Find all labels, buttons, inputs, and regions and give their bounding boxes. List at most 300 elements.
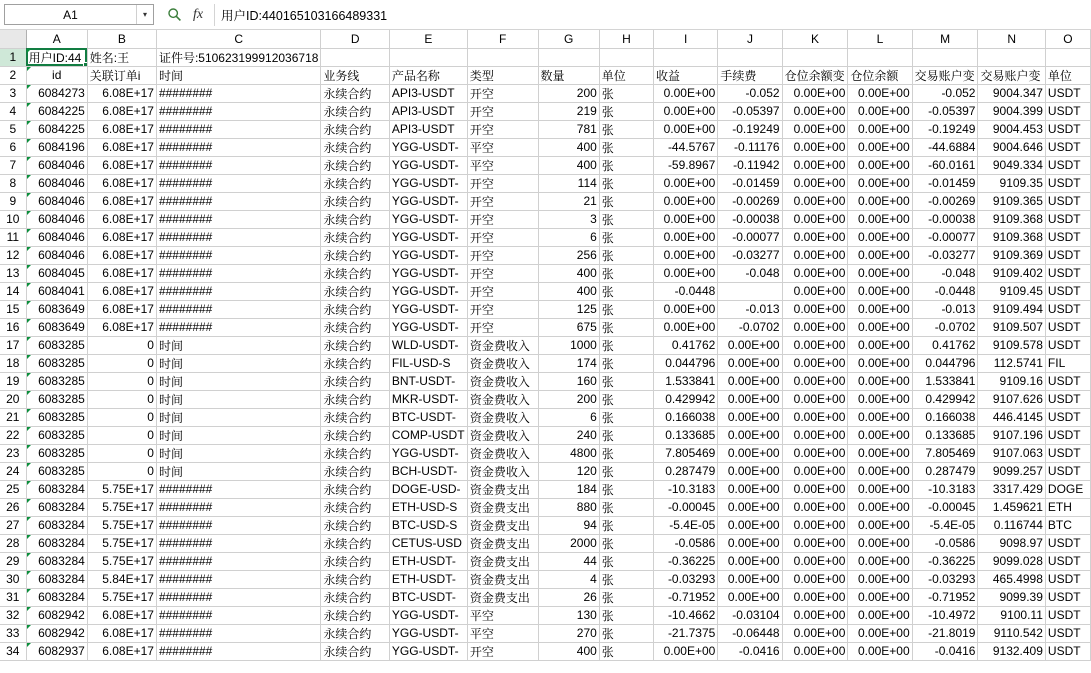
cell-G32[interactable]: 130 <box>538 606 599 624</box>
cell-E11[interactable]: YGG-USDT- <box>389 228 467 246</box>
cell-C32[interactable]: ######## <box>156 606 320 624</box>
cell-J26[interactable]: 0.00E+00 <box>718 498 782 516</box>
cell-C18[interactable]: 时间 <box>156 354 320 372</box>
row-header-9[interactable]: 9 <box>0 192 26 210</box>
cell-A27[interactable]: 6083284 <box>26 516 87 534</box>
cell-B29[interactable]: 5.75E+17 <box>87 552 156 570</box>
column-header-b[interactable]: B <box>87 30 156 48</box>
cell-B25[interactable]: 5.75E+17 <box>87 480 156 498</box>
cell-C22[interactable]: 时间 <box>156 426 320 444</box>
cell-B32[interactable]: 6.08E+17 <box>87 606 156 624</box>
cell-N20[interactable]: 9107.626 <box>978 390 1045 408</box>
chevron-down-icon[interactable]: ▾ <box>136 5 153 24</box>
cell-C33[interactable]: ######## <box>156 624 320 642</box>
cell-J32[interactable]: -0.03104 <box>718 606 782 624</box>
cell-H18[interactable]: 张 <box>599 354 653 372</box>
cell-C2[interactable]: 时间 <box>156 66 320 84</box>
table-row[interactable] <box>0 264 1091 282</box>
cell-F13[interactable]: 开空 <box>467 264 538 282</box>
table-row[interactable] <box>0 174 1091 192</box>
cell-A33[interactable]: 6082942 <box>26 624 87 642</box>
cell-I11[interactable]: 0.00E+00 <box>654 228 718 246</box>
cell-J2[interactable]: 手续费 <box>718 66 782 84</box>
cell-H21[interactable]: 张 <box>599 408 653 426</box>
cell-D10[interactable]: 永续合约 <box>321 210 389 228</box>
cell-L14[interactable]: 0.00E+00 <box>848 282 912 300</box>
cell-D14[interactable]: 永续合约 <box>321 282 389 300</box>
search-icon[interactable] <box>162 4 186 26</box>
cell-O5[interactable]: USDT <box>1045 120 1090 138</box>
cell-J6[interactable]: -0.11176 <box>718 138 782 156</box>
cell-E4[interactable]: API3-USDT <box>389 102 467 120</box>
cell-O4[interactable]: USDT <box>1045 102 1090 120</box>
cell-L2[interactable]: 仓位余额 <box>848 66 912 84</box>
cell-H10[interactable]: 张 <box>599 210 653 228</box>
cell-A15[interactable]: 6083649 <box>26 300 87 318</box>
table-row[interactable] <box>0 426 1091 444</box>
cell-G16[interactable]: 675 <box>538 318 599 336</box>
cell-N15[interactable]: 9109.494 <box>978 300 1045 318</box>
cell-N31[interactable]: 9099.39 <box>978 588 1045 606</box>
cell-H11[interactable]: 张 <box>599 228 653 246</box>
cell-B18[interactable]: 0 <box>87 354 156 372</box>
cell-C31[interactable]: ######## <box>156 588 320 606</box>
cell-N23[interactable]: 9107.063 <box>978 444 1045 462</box>
cell-M11[interactable]: -0.00077 <box>912 228 978 246</box>
cell-O32[interactable]: USDT <box>1045 606 1090 624</box>
cell-H1[interactable] <box>599 48 653 66</box>
cell-K7[interactable]: 0.00E+00 <box>782 156 848 174</box>
cell-G18[interactable]: 174 <box>538 354 599 372</box>
cell-I2[interactable]: 收益 <box>654 66 718 84</box>
cell-G21[interactable]: 6 <box>538 408 599 426</box>
cell-M30[interactable]: -0.03293 <box>912 570 978 588</box>
cell-J8[interactable]: -0.01459 <box>718 174 782 192</box>
cell-H33[interactable]: 张 <box>599 624 653 642</box>
cell-B12[interactable]: 6.08E+17 <box>87 246 156 264</box>
cell-I10[interactable]: 0.00E+00 <box>654 210 718 228</box>
cell-F7[interactable]: 平空 <box>467 156 538 174</box>
table-row[interactable] <box>0 354 1091 372</box>
cell-E18[interactable]: FIL-USD-S <box>389 354 467 372</box>
cell-I31[interactable]: -0.71952 <box>654 588 718 606</box>
cell-L11[interactable]: 0.00E+00 <box>848 228 912 246</box>
cell-J31[interactable]: 0.00E+00 <box>718 588 782 606</box>
cell-C26[interactable]: ######## <box>156 498 320 516</box>
cell-F33[interactable]: 平空 <box>467 624 538 642</box>
cell-A11[interactable]: 6084046 <box>26 228 87 246</box>
table-row[interactable] <box>0 534 1091 552</box>
cell-J25[interactable]: 0.00E+00 <box>718 480 782 498</box>
cell-A12[interactable]: 6084046 <box>26 246 87 264</box>
cell-F9[interactable]: 开空 <box>467 192 538 210</box>
cell-H23[interactable]: 张 <box>599 444 653 462</box>
row-header-31[interactable]: 31 <box>0 588 26 606</box>
cell-M14[interactable]: -0.0448 <box>912 282 978 300</box>
cell-B10[interactable]: 6.08E+17 <box>87 210 156 228</box>
cell-E24[interactable]: BCH-USDT- <box>389 462 467 480</box>
cell-K20[interactable]: 0.00E+00 <box>782 390 848 408</box>
cell-K23[interactable]: 0.00E+00 <box>782 444 848 462</box>
cell-E5[interactable]: API3-USDT <box>389 120 467 138</box>
cell-B1[interactable]: 姓名:王 <box>87 48 156 66</box>
cell-O33[interactable]: USDT <box>1045 624 1090 642</box>
cell-F26[interactable]: 资金费支出 <box>467 498 538 516</box>
cell-I22[interactable]: 0.133685 <box>654 426 718 444</box>
cell-A18[interactable]: 6083285 <box>26 354 87 372</box>
table-row[interactable] <box>0 192 1091 210</box>
row-header-1[interactable]: 1 <box>0 48 26 66</box>
cell-A24[interactable]: 6083285 <box>26 462 87 480</box>
cell-A23[interactable]: 6083285 <box>26 444 87 462</box>
cell-G23[interactable]: 4800 <box>538 444 599 462</box>
cell-J24[interactable]: 0.00E+00 <box>718 462 782 480</box>
cell-F5[interactable]: 开空 <box>467 120 538 138</box>
cell-A4[interactable]: 6084225 <box>26 102 87 120</box>
formula-input[interactable]: 用户ID:440165103166489331 <box>214 4 1087 26</box>
cell-J22[interactable]: 0.00E+00 <box>718 426 782 444</box>
cell-G8[interactable]: 114 <box>538 174 599 192</box>
cell-F30[interactable]: 资金费支出 <box>467 570 538 588</box>
cell-C3[interactable]: ######## <box>156 84 320 102</box>
cell-N12[interactable]: 9109.369 <box>978 246 1045 264</box>
cell-I26[interactable]: -0.00045 <box>654 498 718 516</box>
cell-L10[interactable]: 0.00E+00 <box>848 210 912 228</box>
cell-N9[interactable]: 9109.365 <box>978 192 1045 210</box>
cell-C27[interactable]: ######## <box>156 516 320 534</box>
cell-M8[interactable]: -0.01459 <box>912 174 978 192</box>
cell-B4[interactable]: 6.08E+17 <box>87 102 156 120</box>
cell-D12[interactable]: 永续合约 <box>321 246 389 264</box>
name-box[interactable] <box>4 4 154 25</box>
cell-K31[interactable]: 0.00E+00 <box>782 588 848 606</box>
cell-B16[interactable]: 6.08E+17 <box>87 318 156 336</box>
table-row[interactable] <box>0 588 1091 606</box>
cell-A29[interactable]: 6083284 <box>26 552 87 570</box>
cell-D18[interactable]: 永续合约 <box>321 354 389 372</box>
cell-K24[interactable]: 0.00E+00 <box>782 462 848 480</box>
cell-B8[interactable]: 6.08E+17 <box>87 174 156 192</box>
cell-E19[interactable]: BNT-USDT- <box>389 372 467 390</box>
cell-I32[interactable]: -10.4662 <box>654 606 718 624</box>
row-header-14[interactable]: 14 <box>0 282 26 300</box>
cell-D23[interactable]: 永续合约 <box>321 444 389 462</box>
cell-G19[interactable]: 160 <box>538 372 599 390</box>
cell-G33[interactable]: 270 <box>538 624 599 642</box>
cell-F11[interactable]: 开空 <box>467 228 538 246</box>
cell-N5[interactable]: 9004.453 <box>978 120 1045 138</box>
row-header-20[interactable]: 20 <box>0 390 26 408</box>
cell-J16[interactable]: -0.0702 <box>718 318 782 336</box>
cell-M27[interactable]: -5.4E-05 <box>912 516 978 534</box>
cell-K28[interactable]: 0.00E+00 <box>782 534 848 552</box>
cell-L21[interactable]: 0.00E+00 <box>848 408 912 426</box>
cell-L5[interactable]: 0.00E+00 <box>848 120 912 138</box>
table-row[interactable] <box>0 318 1091 336</box>
cell-B13[interactable]: 6.08E+17 <box>87 264 156 282</box>
cell-K17[interactable]: 0.00E+00 <box>782 336 848 354</box>
row-header-11[interactable]: 11 <box>0 228 26 246</box>
table-row[interactable] <box>0 444 1091 462</box>
cell-M2[interactable]: 交易账户变 <box>912 66 978 84</box>
cell-G9[interactable]: 21 <box>538 192 599 210</box>
cell-I17[interactable]: 0.41762 <box>654 336 718 354</box>
cell-C34[interactable]: ######## <box>156 642 320 660</box>
cell-N1[interactable] <box>978 48 1045 66</box>
cell-K6[interactable]: 0.00E+00 <box>782 138 848 156</box>
row-header-34[interactable]: 34 <box>0 642 26 660</box>
cell-H24[interactable]: 张 <box>599 462 653 480</box>
cell-N17[interactable]: 9109.578 <box>978 336 1045 354</box>
cell-E21[interactable]: BTC-USDT- <box>389 408 467 426</box>
row-header-33[interactable]: 33 <box>0 624 26 642</box>
cell-O18[interactable]: FIL <box>1045 354 1090 372</box>
cell-O29[interactable]: USDT <box>1045 552 1090 570</box>
cell-H17[interactable]: 张 <box>599 336 653 354</box>
cell-B15[interactable]: 6.08E+17 <box>87 300 156 318</box>
cell-F24[interactable]: 资金费收入 <box>467 462 538 480</box>
cell-I6[interactable]: -44.5767 <box>654 138 718 156</box>
cell-L1[interactable] <box>848 48 912 66</box>
cell-H25[interactable]: 张 <box>599 480 653 498</box>
cell-N14[interactable]: 9109.45 <box>978 282 1045 300</box>
cell-D16[interactable]: 永续合约 <box>321 318 389 336</box>
cell-O16[interactable]: USDT <box>1045 318 1090 336</box>
cell-G3[interactable]: 200 <box>538 84 599 102</box>
cell-H8[interactable]: 张 <box>599 174 653 192</box>
cell-N7[interactable]: 9049.334 <box>978 156 1045 174</box>
row-header-16[interactable]: 16 <box>0 318 26 336</box>
cell-A22[interactable]: 6083285 <box>26 426 87 444</box>
cell-G11[interactable]: 6 <box>538 228 599 246</box>
row-header-12[interactable]: 12 <box>0 246 26 264</box>
table-row[interactable] <box>0 102 1091 120</box>
cell-H7[interactable]: 张 <box>599 156 653 174</box>
cell-O12[interactable]: USDT <box>1045 246 1090 264</box>
row-header-17[interactable]: 17 <box>0 336 26 354</box>
cell-I15[interactable]: 0.00E+00 <box>654 300 718 318</box>
cell-L20[interactable]: 0.00E+00 <box>848 390 912 408</box>
table-row[interactable] <box>0 84 1091 102</box>
row-header-25[interactable]: 25 <box>0 480 26 498</box>
cell-A20[interactable]: 6083285 <box>26 390 87 408</box>
cell-G20[interactable]: 200 <box>538 390 599 408</box>
cell-F2[interactable]: 类型 <box>467 66 538 84</box>
cell-O6[interactable]: USDT <box>1045 138 1090 156</box>
cell-A6[interactable]: 6084196 <box>26 138 87 156</box>
cell-H14[interactable]: 张 <box>599 282 653 300</box>
cell-G17[interactable]: 1000 <box>538 336 599 354</box>
cell-B27[interactable]: 5.75E+17 <box>87 516 156 534</box>
cell-J33[interactable]: -0.06448 <box>718 624 782 642</box>
cell-G5[interactable]: 781 <box>538 120 599 138</box>
cell-C19[interactable]: 时间 <box>156 372 320 390</box>
column-header-l[interactable]: L <box>848 30 912 48</box>
cell-L31[interactable]: 0.00E+00 <box>848 588 912 606</box>
column-header-d[interactable]: D <box>321 30 389 48</box>
table-row[interactable] <box>0 282 1091 300</box>
cell-J18[interactable]: 0.00E+00 <box>718 354 782 372</box>
cell-H30[interactable]: 张 <box>599 570 653 588</box>
cell-I9[interactable]: 0.00E+00 <box>654 192 718 210</box>
cell-O28[interactable]: USDT <box>1045 534 1090 552</box>
select-all-corner[interactable] <box>0 30 26 48</box>
row-header-22[interactable]: 22 <box>0 426 26 444</box>
cell-E30[interactable]: ETH-USDT- <box>389 570 467 588</box>
cell-E32[interactable]: YGG-USDT- <box>389 606 467 624</box>
cell-E27[interactable]: BTC-USD-S <box>389 516 467 534</box>
cell-K11[interactable]: 0.00E+00 <box>782 228 848 246</box>
cell-A28[interactable]: 6083284 <box>26 534 87 552</box>
cell-M10[interactable]: -0.00038 <box>912 210 978 228</box>
cell-G4[interactable]: 219 <box>538 102 599 120</box>
cell-F31[interactable]: 资金费支出 <box>467 588 538 606</box>
cell-B22[interactable]: 0 <box>87 426 156 444</box>
cell-K3[interactable]: 0.00E+00 <box>782 84 848 102</box>
cell-N21[interactable]: 446.4145 <box>978 408 1045 426</box>
cell-M9[interactable]: -0.00269 <box>912 192 978 210</box>
cell-C12[interactable]: ######## <box>156 246 320 264</box>
cell-I1[interactable] <box>654 48 718 66</box>
cell-I27[interactable]: -5.4E-05 <box>654 516 718 534</box>
cell-N8[interactable]: 9109.35 <box>978 174 1045 192</box>
cell-N25[interactable]: 3317.429 <box>978 480 1045 498</box>
cell-K13[interactable]: 0.00E+00 <box>782 264 848 282</box>
cell-E9[interactable]: YGG-USDT- <box>389 192 467 210</box>
cell-N19[interactable]: 9109.16 <box>978 372 1045 390</box>
cell-A25[interactable]: 6083284 <box>26 480 87 498</box>
cell-K34[interactable]: 0.00E+00 <box>782 642 848 660</box>
row-header-24[interactable]: 24 <box>0 462 26 480</box>
cell-C13[interactable]: ######## <box>156 264 320 282</box>
cell-M32[interactable]: -10.4972 <box>912 606 978 624</box>
cell-I5[interactable]: 0.00E+00 <box>654 120 718 138</box>
cell-O22[interactable]: USDT <box>1045 426 1090 444</box>
table-row[interactable] <box>0 228 1091 246</box>
cell-E25[interactable]: DOGE-USD- <box>389 480 467 498</box>
cell-O27[interactable]: BTC <box>1045 516 1090 534</box>
cell-I19[interactable]: 1.533841 <box>654 372 718 390</box>
cell-D11[interactable]: 永续合约 <box>321 228 389 246</box>
cell-B31[interactable]: 5.75E+17 <box>87 588 156 606</box>
cell-L8[interactable]: 0.00E+00 <box>848 174 912 192</box>
cell-E15[interactable]: YGG-USDT- <box>389 300 467 318</box>
cell-O23[interactable]: USDT <box>1045 444 1090 462</box>
cell-E26[interactable]: ETH-USD-S <box>389 498 467 516</box>
cell-J1[interactable] <box>718 48 782 66</box>
cell-M15[interactable]: -0.013 <box>912 300 978 318</box>
row-header-28[interactable]: 28 <box>0 534 26 552</box>
cell-I12[interactable]: 0.00E+00 <box>654 246 718 264</box>
cell-A34[interactable]: 6082937 <box>26 642 87 660</box>
column-header-g[interactable]: G <box>538 30 599 48</box>
cell-D29[interactable]: 永续合约 <box>321 552 389 570</box>
cell-J13[interactable]: -0.048 <box>718 264 782 282</box>
cell-F32[interactable]: 平空 <box>467 606 538 624</box>
cell-D25[interactable]: 永续合约 <box>321 480 389 498</box>
cell-C11[interactable]: ######## <box>156 228 320 246</box>
row-header-8[interactable]: 8 <box>0 174 26 192</box>
cell-N13[interactable]: 9109.402 <box>978 264 1045 282</box>
cell-K4[interactable]: 0.00E+00 <box>782 102 848 120</box>
cell-O15[interactable]: USDT <box>1045 300 1090 318</box>
table-row[interactable] <box>0 246 1091 264</box>
cell-L32[interactable]: 0.00E+00 <box>848 606 912 624</box>
cell-K33[interactable]: 0.00E+00 <box>782 624 848 642</box>
row-header-18[interactable]: 18 <box>0 354 26 372</box>
cell-L9[interactable]: 0.00E+00 <box>848 192 912 210</box>
cell-K1[interactable] <box>782 48 848 66</box>
cell-F16[interactable]: 开空 <box>467 318 538 336</box>
cell-C17[interactable]: 时间 <box>156 336 320 354</box>
cell-M3[interactable]: -0.052 <box>912 84 978 102</box>
cell-O31[interactable]: USDT <box>1045 588 1090 606</box>
cell-J12[interactable]: -0.03277 <box>718 246 782 264</box>
row-header-7[interactable]: 7 <box>0 156 26 174</box>
cell-N6[interactable]: 9004.646 <box>978 138 1045 156</box>
cell-O17[interactable]: USDT <box>1045 336 1090 354</box>
cell-L19[interactable]: 0.00E+00 <box>848 372 912 390</box>
cell-O11[interactable]: USDT <box>1045 228 1090 246</box>
cell-K32[interactable]: 0.00E+00 <box>782 606 848 624</box>
table-row[interactable] <box>0 642 1091 660</box>
cell-A14[interactable]: 6084041 <box>26 282 87 300</box>
cell-G34[interactable]: 400 <box>538 642 599 660</box>
cell-D8[interactable]: 永续合约 <box>321 174 389 192</box>
cell-C7[interactable]: ######## <box>156 156 320 174</box>
cell-L26[interactable]: 0.00E+00 <box>848 498 912 516</box>
cell-H28[interactable]: 张 <box>599 534 653 552</box>
row-header-32[interactable]: 32 <box>0 606 26 624</box>
cell-A2[interactable]: id <box>26 66 87 84</box>
row-header-6[interactable]: 6 <box>0 138 26 156</box>
cell-G22[interactable]: 240 <box>538 426 599 444</box>
cell-D22[interactable]: 永续合约 <box>321 426 389 444</box>
cell-O2[interactable]: 单位 <box>1045 66 1090 84</box>
cell-O8[interactable]: USDT <box>1045 174 1090 192</box>
cell-A8[interactable]: 6084046 <box>26 174 87 192</box>
cell-G14[interactable]: 400 <box>538 282 599 300</box>
cell-B24[interactable]: 0 <box>87 462 156 480</box>
table-row[interactable] <box>0 552 1091 570</box>
cell-E17[interactable]: WLD-USDT- <box>389 336 467 354</box>
cell-E16[interactable]: YGG-USDT- <box>389 318 467 336</box>
cell-N30[interactable]: 465.4998 <box>978 570 1045 588</box>
cell-G26[interactable]: 880 <box>538 498 599 516</box>
cell-M34[interactable]: -0.0416 <box>912 642 978 660</box>
cell-I3[interactable]: 0.00E+00 <box>654 84 718 102</box>
cell-N34[interactable]: 9132.409 <box>978 642 1045 660</box>
cell-M21[interactable]: 0.166038 <box>912 408 978 426</box>
cell-D30[interactable]: 永续合约 <box>321 570 389 588</box>
row-header-29[interactable]: 29 <box>0 552 26 570</box>
cell-H22[interactable]: 张 <box>599 426 653 444</box>
cell-D9[interactable]: 永续合约 <box>321 192 389 210</box>
cell-H27[interactable]: 张 <box>599 516 653 534</box>
cell-A31[interactable]: 6083284 <box>26 588 87 606</box>
cell-D26[interactable]: 永续合约 <box>321 498 389 516</box>
cell-H5[interactable]: 张 <box>599 120 653 138</box>
cell-C6[interactable]: ######## <box>156 138 320 156</box>
cell-K29[interactable]: 0.00E+00 <box>782 552 848 570</box>
row-header-21[interactable]: 21 <box>0 408 26 426</box>
cell-F27[interactable]: 资金费支出 <box>467 516 538 534</box>
cell-B2[interactable]: 关联订单i <box>87 66 156 84</box>
cell-I34[interactable]: 0.00E+00 <box>654 642 718 660</box>
cell-K21[interactable]: 0.00E+00 <box>782 408 848 426</box>
cell-C14[interactable]: ######## <box>156 282 320 300</box>
cell-I16[interactable]: 0.00E+00 <box>654 318 718 336</box>
